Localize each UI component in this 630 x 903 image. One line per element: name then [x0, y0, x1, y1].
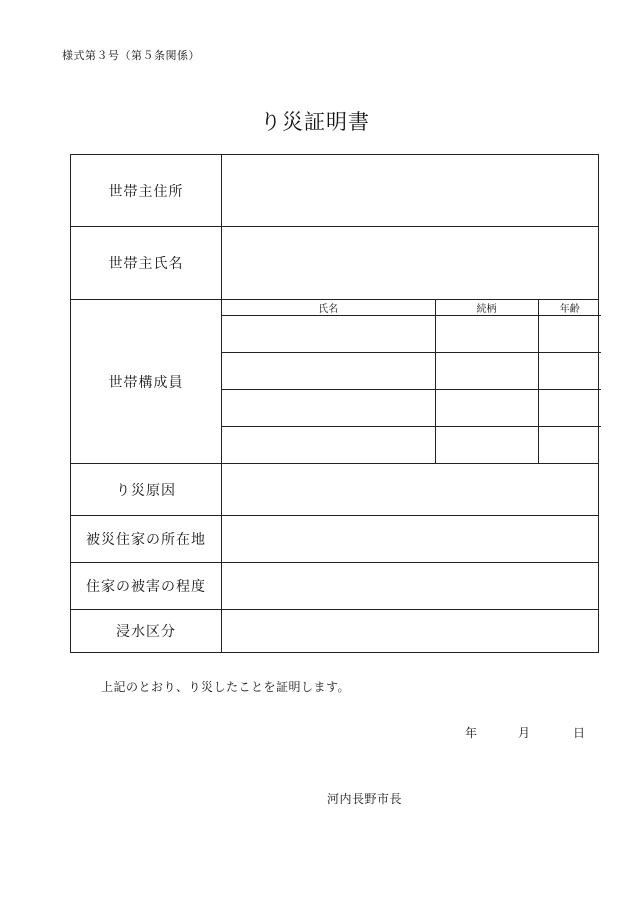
table-row: [71, 227, 599, 300]
members-header-name: 氏名: [222, 300, 435, 316]
members-label: 世帯構成員: [71, 300, 222, 464]
table-row: [71, 155, 599, 227]
flood-class-field[interactable]: [222, 610, 599, 653]
date-day-label: 日: [573, 726, 586, 740]
member-name-field[interactable]: [222, 353, 435, 390]
members-header-age: 年齢: [538, 300, 601, 316]
table-row: [71, 464, 599, 516]
members-header-relation: 続柄: [435, 300, 538, 316]
members-table: [222, 300, 601, 463]
issuer-name: 河内長野市長: [327, 792, 403, 806]
member-relation-field[interactable]: [435, 316, 538, 353]
date-month-label: 月: [518, 726, 531, 740]
head-name-label: 世帯主氏名: [71, 227, 222, 300]
form-number: 様式第３号（第５条関係）: [62, 49, 200, 62]
address-field[interactable]: [222, 155, 599, 227]
member-name-field[interactable]: [222, 427, 435, 464]
damage-level-label: 住家の被害の程度: [71, 563, 222, 610]
date-year-label: 年: [465, 726, 478, 740]
member-relation-field[interactable]: [435, 390, 538, 427]
cause-label: り災原因: [71, 464, 222, 516]
table-row: [222, 427, 601, 464]
table-row: [71, 516, 599, 563]
member-relation-field[interactable]: [435, 427, 538, 464]
table-row: [222, 390, 601, 427]
member-name-field[interactable]: [222, 390, 435, 427]
member-relation-field[interactable]: [435, 353, 538, 390]
members-header-row: [222, 300, 601, 316]
table-row: [222, 316, 601, 353]
cause-field[interactable]: [222, 464, 599, 516]
location-field[interactable]: [222, 516, 599, 563]
member-age-field[interactable]: [538, 390, 601, 427]
members-cell: [222, 300, 599, 464]
head-name-field[interactable]: [222, 227, 599, 300]
certificate-table: [70, 154, 599, 653]
flood-class-label: 浸水区分: [71, 610, 222, 653]
damage-level-field[interactable]: [222, 563, 599, 610]
table-row: [71, 300, 599, 464]
member-age-field[interactable]: [538, 427, 601, 464]
member-name-field[interactable]: [222, 316, 435, 353]
table-row: [222, 353, 601, 390]
member-age-field[interactable]: [538, 316, 601, 353]
member-age-field[interactable]: [538, 353, 601, 390]
table-row: [71, 610, 599, 653]
certification-statement: 上記のとおり、り災したことを証明します。: [101, 680, 351, 694]
address-label: 世帯主住所: [71, 155, 222, 227]
location-label: 被災住家の所在地: [71, 516, 222, 563]
document-title: り災証明書: [260, 110, 370, 134]
table-row: [71, 563, 599, 610]
